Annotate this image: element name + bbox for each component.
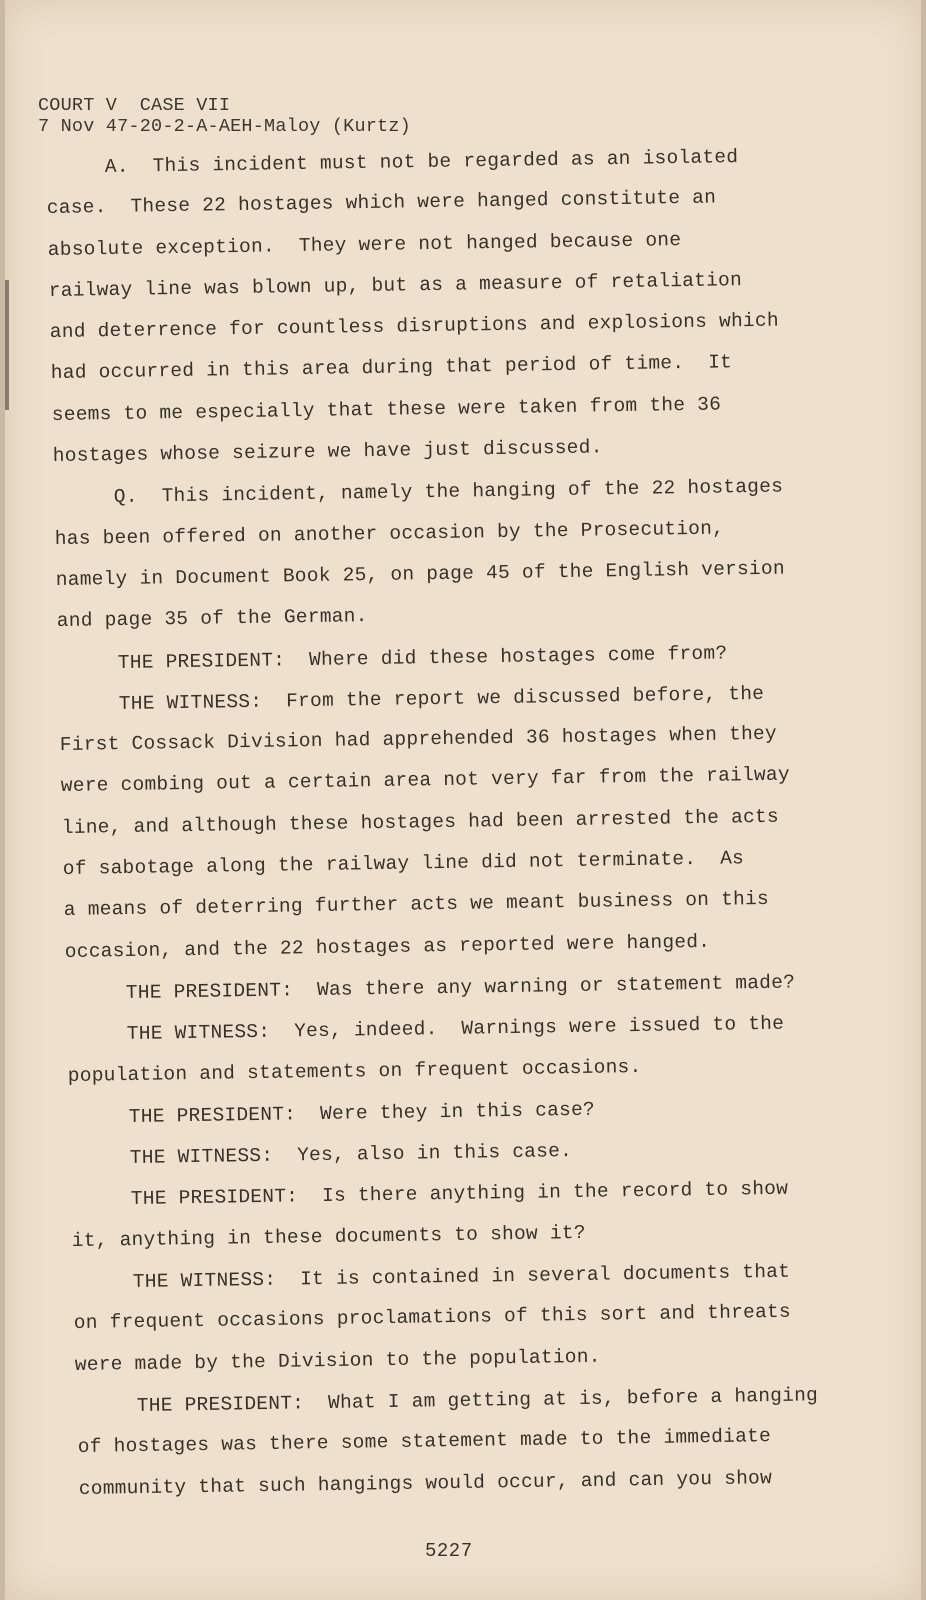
text-line: railway line was blown up, but as a measure of retaliation (48, 269, 743, 302)
text-line: were made by the Division to the population. (74, 1345, 601, 1376)
text-line: and page 35 of the German. (56, 605, 368, 633)
text-line: THE PRESIDENT: Where did these hostages come from? (117, 641, 728, 674)
document-header (38, 95, 411, 137)
text-line: THE WITNESS: From the report we discussed before, the (118, 682, 765, 715)
page-number: 5227 (425, 1540, 473, 1562)
text-line: hostages whose seizure we have just discussed. (52, 436, 603, 468)
text-line: line, and although these hostages had been arrested the acts (61, 805, 780, 839)
text-line: of sabotage along the railway line did not terminate. As (62, 847, 745, 881)
text-line: has been offered on another occasion by the Prosecution, (54, 517, 725, 550)
text-line: community that such hangings would occur, and can you show (78, 1466, 773, 1500)
text-line: case. These 22 hostages which were hanged constitute an (46, 186, 717, 220)
text-line: occasion, and the 22 hostages as reported were hanged. (64, 930, 711, 963)
header-date-reference: 7 Nov 47-20-2-A-AEH-Maloy (Kurtz) (38, 116, 411, 137)
text-line: THE WITNESS: Yes, also in this case. (129, 1140, 573, 1170)
text-line: Q. This incident, namely the hanging of the 22 hostages (113, 475, 784, 509)
text-line: on frequent occasions proclamations of this sort and threats (73, 1301, 792, 1335)
text-line: had occurred in this area during that period of time. It (50, 351, 733, 385)
text-line: it, anything in these documents to show it? (71, 1221, 586, 1252)
document-page (5, 0, 921, 1600)
text-line: THE PRESIDENT: Were they in this case? (128, 1098, 596, 1128)
text-line: THE WITNESS: Yes, indeed. Warnings were issued to the (126, 1012, 785, 1046)
text-line: THE PRESIDENT: Is there anything in the record to show (130, 1178, 789, 1211)
text-line: a means of deterring further acts we meant business on this (63, 888, 770, 922)
text-line: were combing out a certain area not very far from the railway (60, 764, 791, 798)
text-line: THE PRESIDENT: What I am getting at is, before a hanging (136, 1384, 819, 1417)
text-line: seems to me especially that these were taken from the 36 (51, 393, 722, 426)
text-line: THE PRESIDENT: Was there any warning or statement made? (125, 971, 796, 1004)
text-line: namely in Document Book 25, on page 45 of the English version (55, 557, 786, 591)
text-line: and deterrence for countless disruptions and explosions which (49, 309, 780, 344)
text-line: THE WITNESS: It is contained in several documents that (132, 1260, 791, 1294)
text-line: absolute exception. They were not hanged because one (47, 228, 682, 261)
text-line: population and statements on frequent occasions. (67, 1055, 642, 1087)
text-line: A. This incident must not be regarded as an isolated (104, 146, 739, 178)
header-court-case: COURT V CASE VII (38, 95, 231, 116)
transcript-body (5, 146, 921, 1519)
text-line: of hostages was there some statement made to the immediate (77, 1425, 772, 1459)
text-line: First Cossack Division had apprehended 36 hostages when they (59, 722, 778, 757)
